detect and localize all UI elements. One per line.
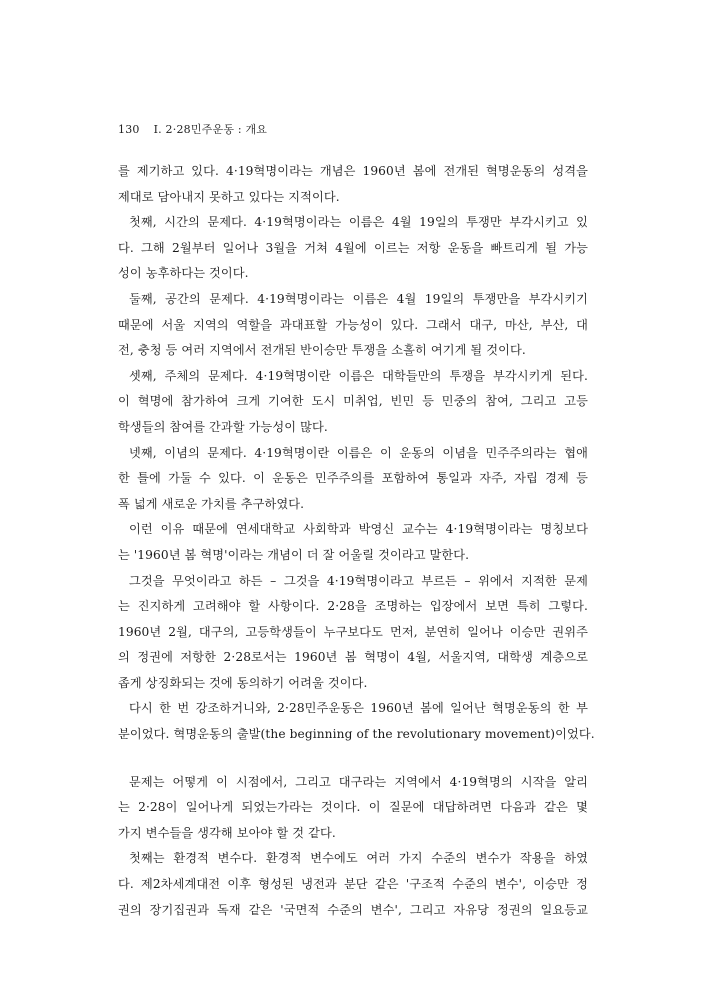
text-line: 의 정권에 저항한 2·28로서는 1960년 봄 혁명이 4월, 서울지역, 대학생 계층으로 — [118, 650, 588, 665]
text-line: 다. 제2차세계대전 이후 형성된 냉전과 분단 같은 '구조적 수준의 변수', 이승만 정 — [118, 877, 588, 892]
text-line: 때문에 서울 지역의 역할을 과대표할 가능성이 있다. 그래서 대구, 마산, 부산, 대 — [118, 317, 588, 332]
text-line: 셋째, 주체의 문제다. 4·19혁명이란 이름은 대학들만의 투쟁을 부각시키게 된다. — [129, 368, 588, 383]
page-number: 130 — [118, 123, 140, 136]
text-line: 이 혁명에 참가하여 크게 기여한 도시 미취업, 빈민 등 민중의 참여, 그리고 고등 — [118, 394, 588, 409]
text-line: 둘째, 공간의 문제다. 4·19혁명이라는 이름은 4월 19일의 투쟁만을 부각시키기 — [129, 291, 588, 306]
text-line: 그것을 무엇이라고 하든 – 그것을 4·19혁명이라고 부르든 – 위에서 지적한 문제 — [129, 573, 588, 588]
text-line: 분이었다. 혁명운동의 출발(the beginning of the revolutionary movement)이었다. — [118, 727, 595, 742]
paragraph-5 — [118, 441, 588, 518]
text-line: 권의 장기집권과 독재 같은 '국면적 수준의 변수', 그리고 자유당 정권의 일요등교 — [118, 902, 588, 917]
paragraph-4 — [118, 364, 588, 441]
text-line: 는 '1960년 봄 혁명'이라는 개념이 더 잘 어울릴 것이라고 말한다. — [118, 547, 470, 562]
text-line: 를 제기하고 있다. 4·19혁명이라는 개념은 1960년 봄에 전개된 혁명운동의 성격을 — [118, 164, 588, 178]
chapter-title: Ⅰ. 2·28민주운동 : 개요 — [153, 123, 268, 136]
paragraph-8 — [118, 696, 595, 747]
text-line: 다. 그해 2월부터 일어나 3월을 거쳐 4월에 이르는 저항 운동을 빠트리게 될 가능 — [118, 240, 588, 255]
text-line: 첫째, 시간의 문제다. 4·19혁명이라는 이름은 4월 19일의 투쟁만 부각시키고 있 — [129, 215, 588, 230]
text-line: 가지 변수들을 생각해 보아야 할 것 같다. — [118, 825, 336, 840]
paragraph-7 — [118, 569, 588, 697]
text-line: 다시 한 번 강조하거니와, 2·28민주운동은 1960년 봄에 일어난 혁명운동의 한 부 — [129, 701, 588, 716]
text-line: 좁게 상징화되는 것에 동의하기 어려울 것이다. — [118, 675, 368, 690]
text-line: 이런 이유 때문에 연세대학교 사회학과 박영신 교수는 4·19혁명이라는 명칭보다 — [129, 522, 588, 537]
paragraph-6 — [118, 517, 588, 568]
text-line: 학생들의 참여를 간과할 가능성이 많다. — [118, 419, 328, 434]
text-line: 폭 넓게 새로운 가치를 추구하였다. — [118, 496, 305, 511]
text-line: 첫째는 환경적 변수다. 환경적 변수에도 여러 가지 수준의 변수가 작용을 하였 — [129, 851, 588, 866]
text-line: 전, 충청 등 여러 지역에서 전개된 반이승만 투쟁을 소홀히 여기게 될 것이다. — [118, 343, 526, 358]
paragraph-10 — [118, 846, 588, 923]
running-header — [118, 121, 267, 137]
text-line: 넷째, 이념의 문제다. 4·19혁명이란 이름은 이 운동의 이념을 민주주의라는 협애 — [129, 445, 588, 460]
paragraph-1 — [118, 159, 588, 210]
body-text — [118, 159, 595, 923]
paragraph-2 — [118, 210, 588, 287]
text-line: 성이 농후하다는 것이다. — [118, 266, 249, 281]
paragraph-3 — [118, 287, 588, 364]
text-line: 1960년 2월, 대구의, 고등학생들이 누구보다도 먼저, 분연히 일어나 이승만 권위주 — [118, 624, 588, 639]
paragraph-9 — [118, 770, 588, 847]
text-line: 문제는 어떻게 이 시점에서, 그리고 대구라는 지역에서 4·19혁명의 시작을 알리 — [129, 774, 588, 789]
text-line: 제대로 담아내지 못하고 있다는 지적이다. — [118, 189, 340, 204]
text-line: 는 2·28이 일어나게 되었는가라는 것이다. 이 질문에 대답하려면 다음과 같은 몇 — [118, 800, 588, 815]
section-gap — [118, 748, 588, 770]
text-line: 한 틀에 가둘 수 있다. 이 운동은 민주주의를 포함하여 통일과 자주, 자립 경제 등 — [118, 471, 588, 486]
text-line: 는 진지하게 고려해야 할 사항이다. 2·28을 조명하는 입장에서 보면 특히 그렇다. — [118, 599, 588, 614]
